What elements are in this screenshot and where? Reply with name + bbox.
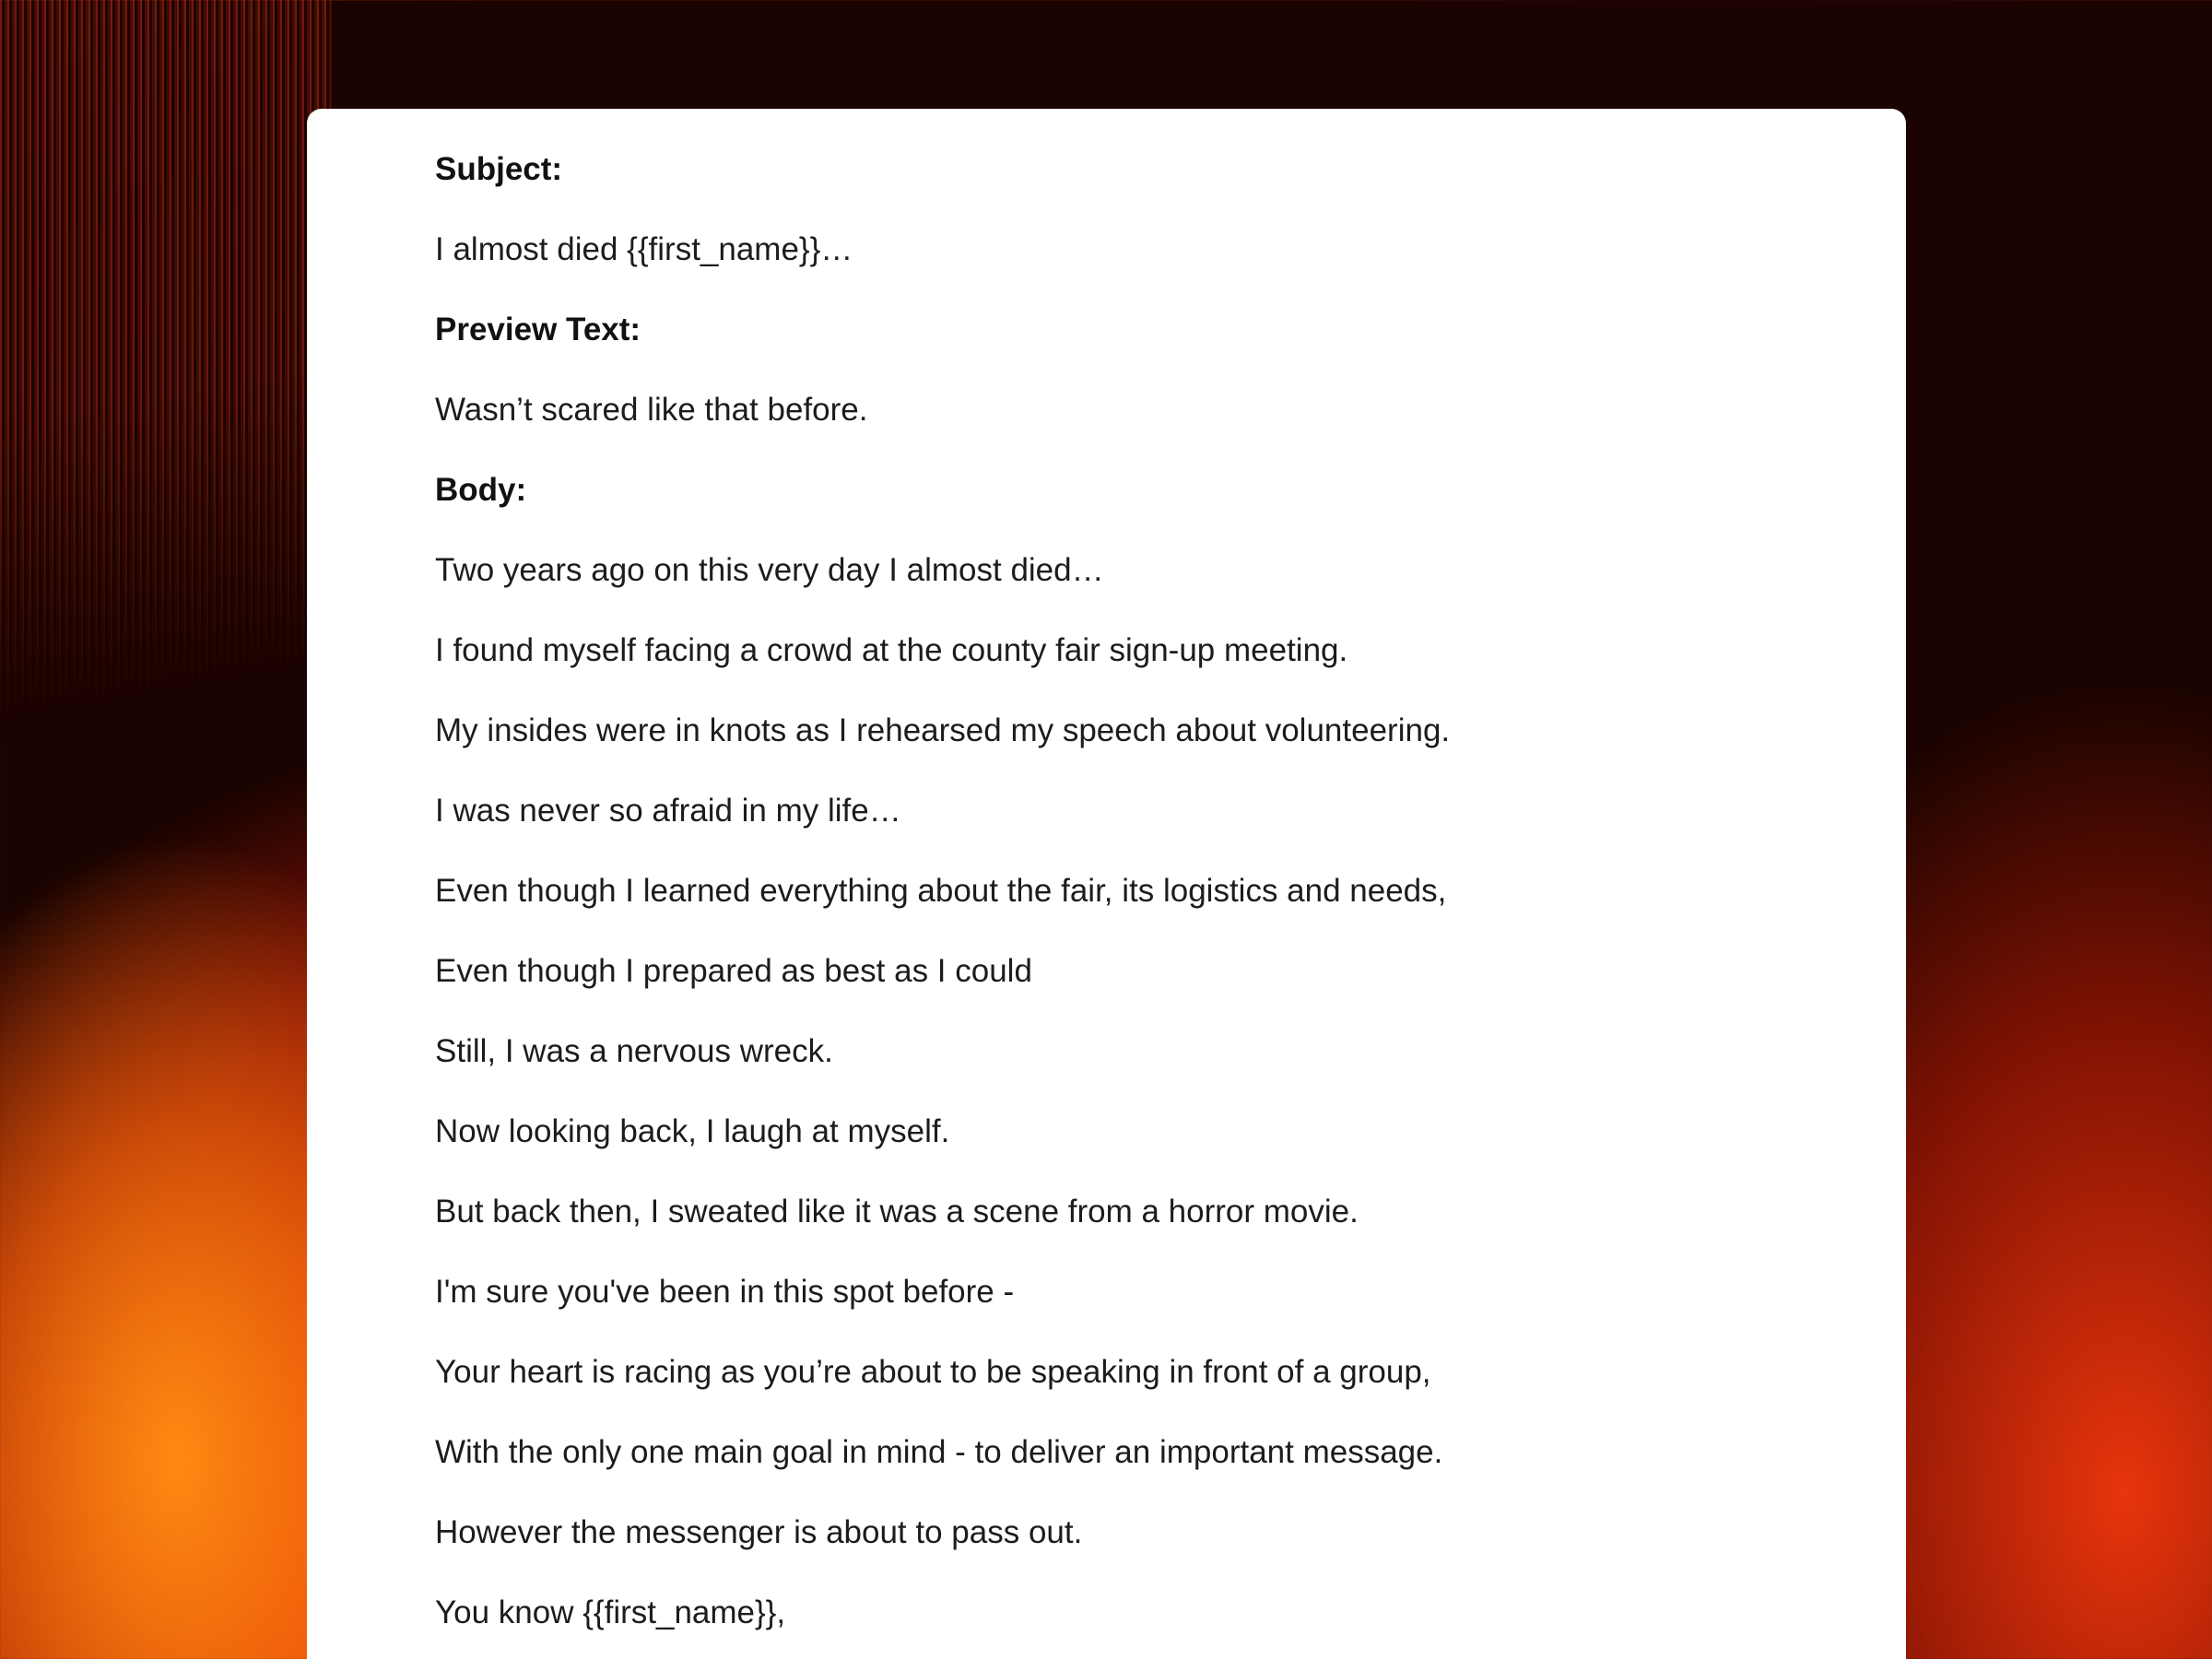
subject-label: Subject: (435, 151, 563, 187)
body-line: You know {{first_name}}, (435, 1594, 786, 1630)
email-document-card (307, 109, 1906, 1659)
body-line: Two years ago on this very day I almost died… (435, 552, 1104, 588)
body-line: My insides were in knots as I rehearsed my speech about volunteering. (435, 712, 1451, 748)
preview-text-label: Preview Text: (435, 312, 641, 347)
preview-text: Wasn’t scared like that before. (435, 392, 868, 428)
subject-text: I almost died {{first_name}}… (435, 231, 853, 267)
body-line: Even though I prepared as best as I could (435, 953, 1032, 989)
body-line: I found myself facing a crowd at the county fair sign-up meeting. (435, 632, 1348, 668)
body-line: However the messenger is about to pass out. (435, 1514, 1083, 1550)
body-line: Even though I learned everything about the fair, its logistics and needs, (435, 873, 1447, 909)
body-line: With the only one main goal in mind - to deliver an important message. (435, 1434, 1443, 1470)
body-line: I was never so afraid in my life… (435, 793, 901, 829)
body-label: Body: (435, 472, 527, 508)
body-line: I'm sure you've been in this spot before - (435, 1274, 1015, 1310)
body-line: Your heart is racing as you’re about to be speaking in front of a group, (435, 1354, 1431, 1390)
body-line: Now looking back, I laugh at myself. (435, 1113, 950, 1149)
curtain-background (0, 0, 332, 876)
body-line: Still, I was a nervous wreck. (435, 1033, 833, 1069)
body-line: But back then, I sweated like it was a scene from a horror movie. (435, 1194, 1359, 1230)
